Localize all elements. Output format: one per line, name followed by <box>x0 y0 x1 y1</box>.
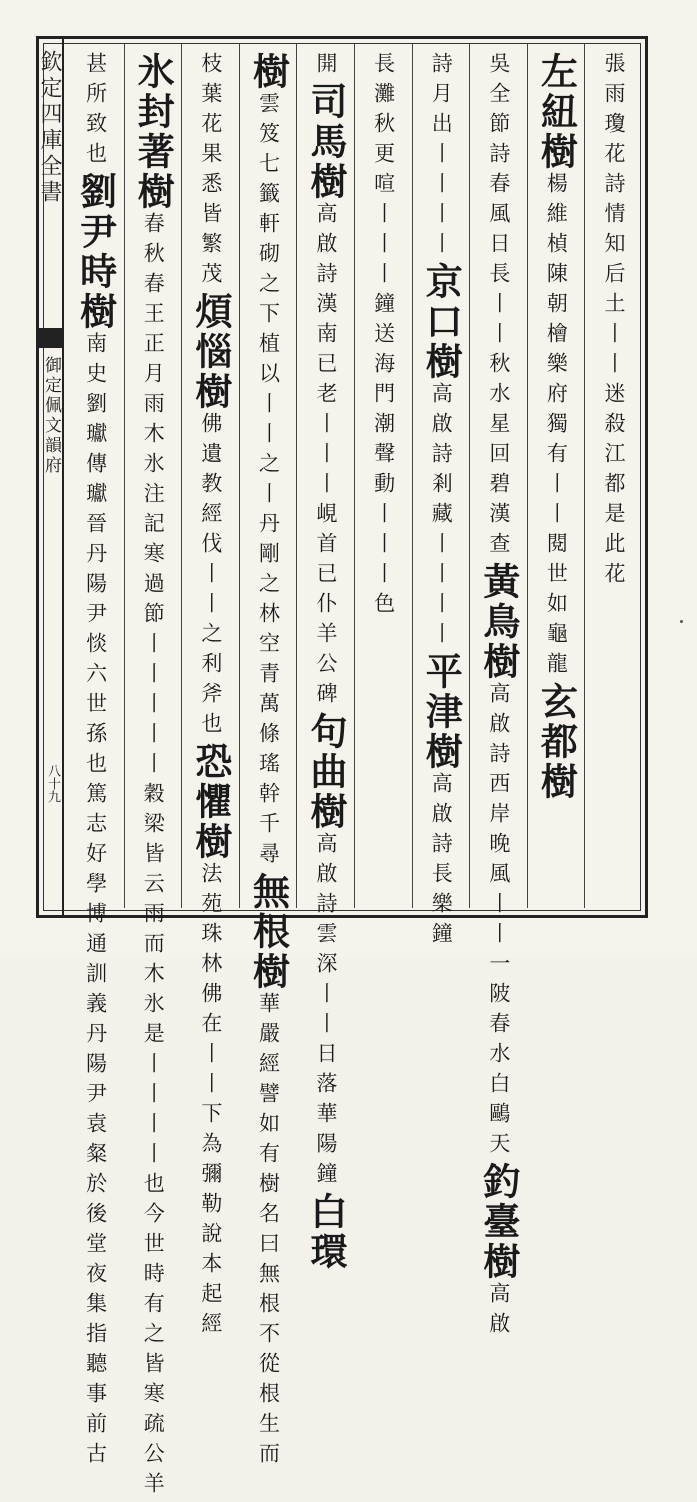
entry-text: 丨鐘送海門潮 <box>371 262 396 442</box>
text-columns <box>66 44 642 1502</box>
entry-text: 南史劉瓛傳瓛晉丹陽尹惔六世孫也篤志好學博通訓義丹陽尹袁粲於後堂夜集指聽事前古 <box>83 332 108 1472</box>
text-column <box>469 44 527 1342</box>
entry-heading: 氷封著樹 <box>131 52 176 212</box>
entry-heading: 白環 <box>304 1192 349 1272</box>
entry-text: 高啟詩西岸晚風丨丨一陂春水白鷗天 <box>486 682 511 1162</box>
section-title: 御定佩文韻府 <box>41 356 61 476</box>
ink-speck <box>680 620 683 623</box>
text-column <box>584 44 642 908</box>
entry-text: 雲笈七籤軒砌之下植以丨丨之丨丹剛之林空青萬條瑤幹千尋 <box>256 92 281 872</box>
page-gutter <box>36 36 64 918</box>
text-column <box>354 44 412 908</box>
entry-text: 長灘秋更喧丨丨 <box>371 52 396 262</box>
text-column <box>239 44 297 1472</box>
text-column <box>296 44 354 1272</box>
entry-heading: 樹 <box>246 52 291 92</box>
entry-text: 枝葉花果悉皆繁茂 <box>198 52 223 292</box>
entry-text: 聲動丨丨丨色 <box>371 442 396 622</box>
entry-heading: 句曲樹 <box>304 712 349 832</box>
entry-heading: 煩惱樹 <box>188 292 233 412</box>
text-column <box>412 44 470 952</box>
entry-text: 春秋春王正月雨木氷注記寒過節丨丨丨丨丨穀梁皆云雨而木氷是丨丨丨丨也今世時有之皆寒 <box>141 212 166 1412</box>
entry-text: 張雨瓊花詩情知后土丨丨迷殺江都是此花 <box>602 52 626 592</box>
text-column <box>527 44 585 908</box>
page-number: 八十九 <box>45 764 60 803</box>
entry-text: 高啟 <box>486 1282 511 1342</box>
entry-text: 華嚴經譬如有樹名曰無根不從根生而 <box>256 992 281 1472</box>
fishtail-mark <box>36 328 62 348</box>
entry-text: 高啟詩剎藏丨丨丨丨 <box>429 382 454 652</box>
text-column <box>124 44 182 1502</box>
entry-text: 甚所致也 <box>83 52 108 172</box>
entry-heading: 平津樹 <box>419 652 464 772</box>
entry-heading: 劉尹時樹 <box>73 172 118 332</box>
entry-heading: 左紐樹 <box>534 52 579 172</box>
entry-heading: 京口樹 <box>419 262 464 382</box>
entry-text: 高啟詩漢南已老丨丨丨峴首已仆羊公碑 <box>314 202 339 712</box>
entry-heading: 無根樹 <box>246 872 291 992</box>
entry-heading: 玄都樹 <box>534 682 579 802</box>
text-column <box>66 44 124 1472</box>
entry-text: 詩月出丨丨丨丨 <box>429 52 454 262</box>
entry-heading: 恐懼樹 <box>188 742 233 862</box>
entry-text: 佛遺教經伐丨丨之利斧也 <box>198 412 223 742</box>
entry-text: 高啟詩雲深丨丨日落華陽鐘 <box>314 832 339 1192</box>
entry-text: 法苑珠林佛在丨丨下為彌勒說本起經 <box>198 862 223 1342</box>
entry-text: 疏公羊 <box>141 1412 166 1502</box>
entry-text: 楊維楨陳朝檜樂府獨有丨丨閱世如龜龍 <box>544 172 569 682</box>
entry-text: 開 <box>314 52 339 82</box>
entry-heading: 司馬樹 <box>304 82 349 202</box>
book-title: 欽定四庫全書 <box>37 50 62 206</box>
entry-heading: 釣臺樹 <box>476 1162 521 1282</box>
text-column <box>181 44 239 1342</box>
entry-text: 高啟詩長樂鐘 <box>429 772 454 952</box>
entry-heading: 黃鳥樹 <box>476 562 521 682</box>
entry-text: 吳全節詩春風日長丨丨秋水星回碧漢查 <box>486 52 511 562</box>
